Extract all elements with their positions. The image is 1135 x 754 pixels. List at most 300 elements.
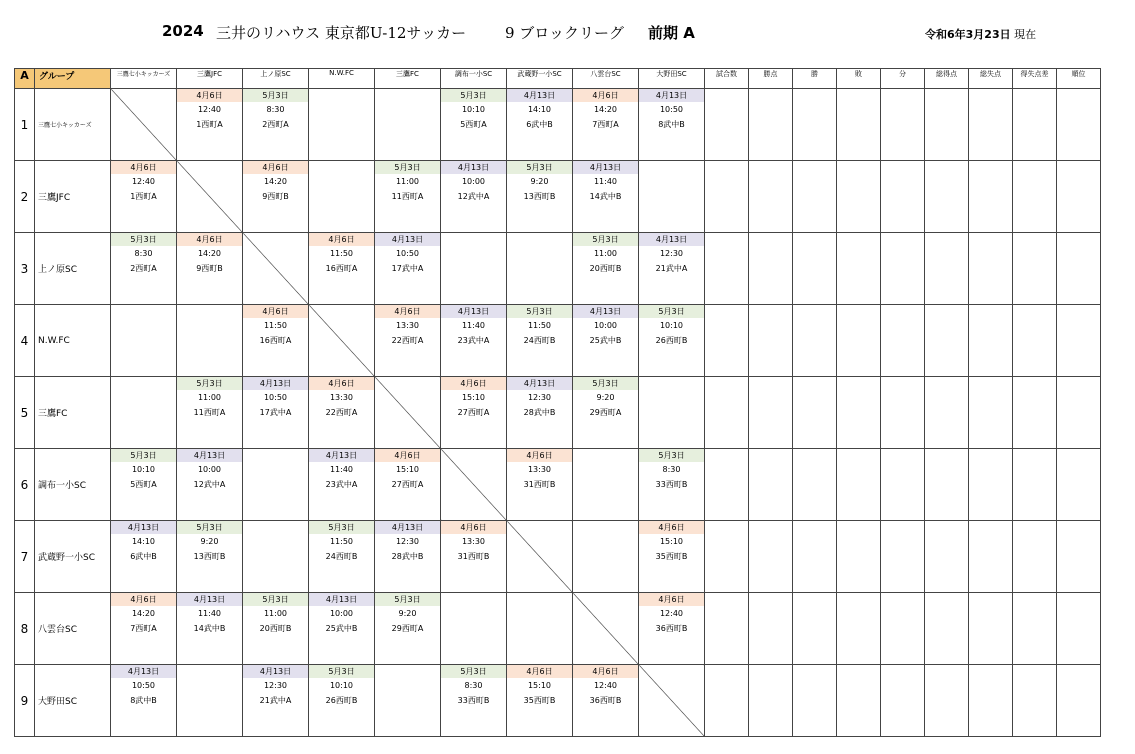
self-match-cell [639, 665, 705, 737]
stat-cell [749, 521, 793, 593]
stat-cell [705, 521, 749, 593]
stat-cell [1013, 305, 1057, 377]
self-match-cell [507, 521, 573, 593]
row-team-name: 八雲台SC [35, 593, 111, 665]
match-cell [441, 521, 507, 593]
match-venue: 6武中B [526, 120, 553, 129]
stat-cell [881, 593, 925, 665]
match-time: 11:00 [593, 249, 618, 258]
match-venue: 12武中A [193, 480, 226, 489]
title-bar [0, 22, 1135, 50]
match-venue: 33西町B [457, 696, 490, 705]
match-date: 4月13日 [507, 377, 572, 390]
self-match-cell [441, 449, 507, 521]
match-date: 5月3日 [243, 593, 308, 606]
match-venue: 9西町B [262, 192, 289, 201]
column-header-stat: 総得点 [925, 69, 969, 89]
match-date: 5月3日 [111, 449, 176, 462]
match-cell [507, 305, 573, 377]
match-time: 15:10 [461, 393, 486, 402]
match-venue: 31西町B [457, 552, 490, 561]
match-time: 12:40 [593, 681, 618, 690]
stat-cell [749, 161, 793, 233]
match-venue: 24西町B [325, 552, 358, 561]
match-time: 13:30 [329, 393, 354, 402]
match-cell [507, 89, 573, 161]
self-match-cell [375, 377, 441, 449]
match-cell [177, 449, 243, 521]
column-header-stat: 得失点差 [1013, 69, 1057, 89]
stat-cell [749, 89, 793, 161]
match-time: 9:20 [596, 393, 615, 402]
match-cell [375, 665, 441, 737]
match-time: 10:00 [461, 177, 486, 186]
stat-cell [749, 305, 793, 377]
match-date: 4月13日 [111, 521, 176, 534]
stat-cell [793, 305, 837, 377]
match-time: 14:20 [263, 177, 288, 186]
match-cell [111, 161, 177, 233]
self-match-cell [243, 233, 309, 305]
match-time: 11:00 [263, 609, 288, 618]
stat-cell [1057, 89, 1101, 161]
match-venue: 11西町A [391, 192, 424, 201]
stat-cell [925, 89, 969, 161]
column-header-team: 上ノ原SC [243, 69, 309, 89]
row-team-name: 調布一小SC [35, 449, 111, 521]
match-time: 11:00 [197, 393, 222, 402]
stat-cell [793, 233, 837, 305]
match-time: 10:50 [263, 393, 288, 402]
match-cell [243, 89, 309, 161]
match-venue: 7西町A [130, 624, 157, 633]
match-cell [375, 449, 441, 521]
self-match-cell [573, 593, 639, 665]
row-team-name: 上ノ原SC [35, 233, 111, 305]
match-date: 5月3日 [507, 305, 572, 318]
match-venue: 2西町A [130, 264, 157, 273]
match-time: 10:00 [593, 321, 618, 330]
match-time: 12:30 [659, 249, 684, 258]
match-date: 4月13日 [375, 233, 440, 246]
match-time: 14:20 [131, 609, 156, 618]
match-time: 11:40 [461, 321, 486, 330]
stat-cell [837, 521, 881, 593]
match-venue: 13西町B [193, 552, 226, 561]
match-time: 11:00 [395, 177, 420, 186]
match-time: 14:20 [593, 105, 618, 114]
match-venue: 16西町A [259, 336, 292, 345]
group-label: グループ [35, 69, 111, 89]
match-cell [441, 161, 507, 233]
match-cell [375, 233, 441, 305]
match-cell [177, 665, 243, 737]
match-venue: 8武中B [130, 696, 157, 705]
stat-cell [705, 377, 749, 449]
title-block: 9 ブロックリーグ [505, 24, 625, 42]
match-cell [639, 377, 705, 449]
match-date: 4月6日 [441, 377, 506, 390]
column-header-stat: 総失点 [969, 69, 1013, 89]
match-cell [111, 593, 177, 665]
stat-cell [925, 593, 969, 665]
match-venue: 23武中A [457, 336, 490, 345]
team-row [15, 377, 1101, 449]
column-header-team: N.W.FC [309, 69, 375, 89]
match-time: 12:30 [263, 681, 288, 690]
stat-cell [1057, 161, 1101, 233]
self-match-cell [111, 89, 177, 161]
match-date: 5月3日 [309, 665, 374, 678]
match-venue: 20西町B [259, 624, 292, 633]
match-date: 4月6日 [111, 593, 176, 606]
match-cell [639, 305, 705, 377]
stat-cell [1013, 593, 1057, 665]
row-number: 5 [15, 377, 35, 449]
match-time: 10:00 [197, 465, 222, 474]
match-venue: 12武中A [457, 192, 490, 201]
stat-cell [1013, 89, 1057, 161]
match-date: 4月6日 [573, 665, 638, 678]
match-venue: 28武中B [391, 552, 424, 561]
match-cell [639, 449, 705, 521]
match-time: 8:30 [662, 465, 681, 474]
match-cell [243, 593, 309, 665]
stat-cell [969, 593, 1013, 665]
stat-cell [969, 233, 1013, 305]
stat-cell [793, 449, 837, 521]
match-date: 5月3日 [639, 449, 704, 462]
title-competition: 三井のリハウス 東京都U-12サッカー [216, 24, 467, 42]
match-date: 4月13日 [177, 593, 242, 606]
stat-cell [1057, 449, 1101, 521]
match-date: 4月6日 [639, 593, 704, 606]
match-cell [639, 521, 705, 593]
match-venue: 7西町A [592, 120, 619, 129]
match-time: 15:10 [527, 681, 552, 690]
match-cell [309, 593, 375, 665]
stat-cell [925, 377, 969, 449]
match-date: 4月6日 [243, 161, 308, 174]
as-of-date [925, 26, 1036, 42]
match-cell [309, 449, 375, 521]
stat-cell [925, 449, 969, 521]
match-time: 9:20 [530, 177, 549, 186]
stat-cell [837, 593, 881, 665]
match-venue: 16西町A [325, 264, 358, 273]
team-row [15, 665, 1101, 737]
match-venue: 21武中A [655, 264, 688, 273]
column-header-stat: 勝 [793, 69, 837, 89]
match-date: 5月3日 [507, 161, 572, 174]
match-venue: 14武中B [193, 624, 226, 633]
match-time: 11:40 [197, 609, 222, 618]
match-date: 4月13日 [573, 161, 638, 174]
match-venue: 26西町B [325, 696, 358, 705]
match-cell [639, 593, 705, 665]
row-number: 7 [15, 521, 35, 593]
match-time: 12:40 [131, 177, 156, 186]
stat-cell [837, 305, 881, 377]
match-cell [573, 449, 639, 521]
match-cell [375, 593, 441, 665]
stat-cell [969, 161, 1013, 233]
stat-cell [881, 305, 925, 377]
column-header-team: 三鷹七小キッカーズ [111, 69, 177, 89]
row-number: 9 [15, 665, 35, 737]
match-cell [111, 449, 177, 521]
row-team-name: 三鷹FC [35, 377, 111, 449]
match-date: 4月13日 [177, 449, 242, 462]
match-cell [177, 233, 243, 305]
match-venue: 20西町B [589, 264, 622, 273]
match-time: 10:50 [395, 249, 420, 258]
match-time: 11:40 [329, 465, 354, 474]
match-time: 10:10 [329, 681, 354, 690]
stat-cell [969, 665, 1013, 737]
match-cell [441, 377, 507, 449]
stat-cell [881, 449, 925, 521]
match-venue: 27西町A [391, 480, 424, 489]
match-date: 4月6日 [573, 89, 638, 102]
stat-cell [705, 449, 749, 521]
stat-cell [793, 89, 837, 161]
match-venue: 29西町A [589, 408, 622, 417]
match-date: 4月13日 [309, 449, 374, 462]
match-date: 4月6日 [639, 521, 704, 534]
match-time: 8:30 [464, 681, 483, 690]
match-date: 4月13日 [507, 89, 572, 102]
row-team-name: 三鷹JFC [35, 161, 111, 233]
row-team-name: 武蔵野一小SC [35, 521, 111, 593]
match-cell [441, 89, 507, 161]
stat-cell [1057, 665, 1101, 737]
column-header-stat: 敗 [837, 69, 881, 89]
match-date: 4月13日 [375, 521, 440, 534]
match-date: 5月3日 [573, 233, 638, 246]
match-date: 4月6日 [375, 449, 440, 462]
match-cell [639, 233, 705, 305]
group-letter: A [15, 69, 35, 89]
match-time: 11:40 [593, 177, 618, 186]
match-cell [177, 89, 243, 161]
stat-cell [1013, 521, 1057, 593]
match-cell [507, 377, 573, 449]
stat-cell [793, 593, 837, 665]
stat-cell [705, 305, 749, 377]
match-venue: 5西町A [130, 480, 157, 489]
match-date: 5月3日 [243, 89, 308, 102]
match-date: 4月13日 [639, 233, 704, 246]
stat-cell [881, 233, 925, 305]
match-date: 4月13日 [441, 161, 506, 174]
match-cell [243, 377, 309, 449]
match-cell [573, 89, 639, 161]
match-cell [507, 665, 573, 737]
match-date: 4月6日 [441, 521, 506, 534]
match-cell [111, 665, 177, 737]
match-cell [309, 377, 375, 449]
league-table [14, 68, 1101, 737]
match-time: 12:30 [395, 537, 420, 546]
match-cell [639, 89, 705, 161]
match-cell [111, 305, 177, 377]
row-team-name: N.W.FC [35, 305, 111, 377]
stat-cell [925, 665, 969, 737]
match-date: 5月3日 [177, 377, 242, 390]
match-date: 4月13日 [441, 305, 506, 318]
match-date: 5月3日 [309, 521, 374, 534]
team-row [15, 161, 1101, 233]
match-time: 12:40 [659, 609, 684, 618]
match-venue: 22西町A [325, 408, 358, 417]
match-time: 10:10 [461, 105, 486, 114]
stat-cell [1013, 161, 1057, 233]
match-venue: 14武中B [589, 192, 622, 201]
match-cell [375, 521, 441, 593]
stat-cell [1057, 593, 1101, 665]
stat-cell [925, 305, 969, 377]
match-time: 10:10 [131, 465, 156, 474]
match-venue: 35西町B [655, 552, 688, 561]
match-cell [573, 233, 639, 305]
self-match-cell [177, 161, 243, 233]
match-date: 4月6日 [507, 665, 572, 678]
match-time: 11:50 [527, 321, 552, 330]
stat-cell [749, 377, 793, 449]
match-date: 4月6日 [177, 233, 242, 246]
stat-cell [837, 377, 881, 449]
column-header-team: 大野田SC [639, 69, 705, 89]
match-date: 4月6日 [309, 377, 374, 390]
match-venue: 21武中A [259, 696, 292, 705]
match-time: 14:20 [197, 249, 222, 258]
stat-cell [793, 377, 837, 449]
match-venue: 25武中B [589, 336, 622, 345]
stat-cell [705, 665, 749, 737]
match-date: 4月6日 [375, 305, 440, 318]
match-venue: 13西町B [523, 192, 556, 201]
match-date: 5月3日 [111, 233, 176, 246]
stat-cell [749, 593, 793, 665]
match-date: 5月3日 [639, 305, 704, 318]
match-date: 5月3日 [441, 665, 506, 678]
stat-cell [969, 449, 1013, 521]
match-time: 13:30 [461, 537, 486, 546]
team-row [15, 233, 1101, 305]
match-venue: 5西町A [460, 120, 487, 129]
stat-cell [837, 161, 881, 233]
match-cell [441, 305, 507, 377]
match-cell [309, 161, 375, 233]
match-venue: 31西町B [523, 480, 556, 489]
match-time: 13:30 [527, 465, 552, 474]
team-row [15, 89, 1101, 161]
stat-cell [1013, 665, 1057, 737]
match-venue: 22西町A [391, 336, 424, 345]
title-period: 前期 A [648, 24, 695, 42]
match-cell [111, 233, 177, 305]
match-cell [243, 521, 309, 593]
stat-cell [1057, 521, 1101, 593]
row-number: 8 [15, 593, 35, 665]
match-time: 9:20 [398, 609, 417, 618]
match-cell [111, 521, 177, 593]
match-date: 4月6日 [177, 89, 242, 102]
match-venue: 17武中A [259, 408, 292, 417]
stat-cell [705, 89, 749, 161]
match-date: 5月3日 [375, 593, 440, 606]
match-cell [507, 449, 573, 521]
match-cell [375, 89, 441, 161]
as-of-suffix: 現在 [1014, 28, 1037, 41]
match-venue: 36西町B [655, 624, 688, 633]
match-cell [507, 161, 573, 233]
row-number: 3 [15, 233, 35, 305]
stat-cell [881, 521, 925, 593]
match-venue: 8武中B [658, 120, 685, 129]
match-cell [507, 593, 573, 665]
match-cell [309, 89, 375, 161]
column-header-stat: 勝点 [749, 69, 793, 89]
stat-cell [749, 665, 793, 737]
stat-cell [969, 305, 1013, 377]
row-number: 6 [15, 449, 35, 521]
stat-cell [1013, 233, 1057, 305]
match-date: 5月3日 [441, 89, 506, 102]
stat-cell [837, 89, 881, 161]
match-venue: 11西町A [193, 408, 226, 417]
match-time: 14:10 [131, 537, 156, 546]
match-cell [375, 161, 441, 233]
stat-cell [925, 161, 969, 233]
match-cell [243, 161, 309, 233]
match-date: 4月6日 [111, 161, 176, 174]
stat-cell [881, 377, 925, 449]
self-match-cell [309, 305, 375, 377]
match-cell [441, 665, 507, 737]
match-venue: 27西町A [457, 408, 490, 417]
match-date: 5月3日 [375, 161, 440, 174]
match-cell [375, 305, 441, 377]
stat-cell [793, 665, 837, 737]
match-venue: 1西町A [130, 192, 157, 201]
match-date: 4月13日 [639, 89, 704, 102]
stat-cell [1013, 377, 1057, 449]
stat-cell [837, 233, 881, 305]
match-date: 4月13日 [243, 665, 308, 678]
stat-cell [837, 449, 881, 521]
match-time: 9:20 [200, 537, 219, 546]
row-number: 1 [15, 89, 35, 161]
stat-cell [749, 449, 793, 521]
stat-cell [1057, 377, 1101, 449]
stat-cell [881, 665, 925, 737]
match-time: 15:10 [395, 465, 420, 474]
stat-cell [925, 521, 969, 593]
match-date: 4月13日 [573, 305, 638, 318]
column-header-team: 武蔵野一小SC [507, 69, 573, 89]
stat-cell [793, 521, 837, 593]
match-date: 4月13日 [111, 665, 176, 678]
team-row [15, 305, 1101, 377]
match-cell [441, 593, 507, 665]
match-venue: 1西町A [196, 120, 223, 129]
match-cell [309, 665, 375, 737]
match-time: 15:10 [659, 537, 684, 546]
column-header-team: 三鷹JFC [177, 69, 243, 89]
match-cell [441, 233, 507, 305]
